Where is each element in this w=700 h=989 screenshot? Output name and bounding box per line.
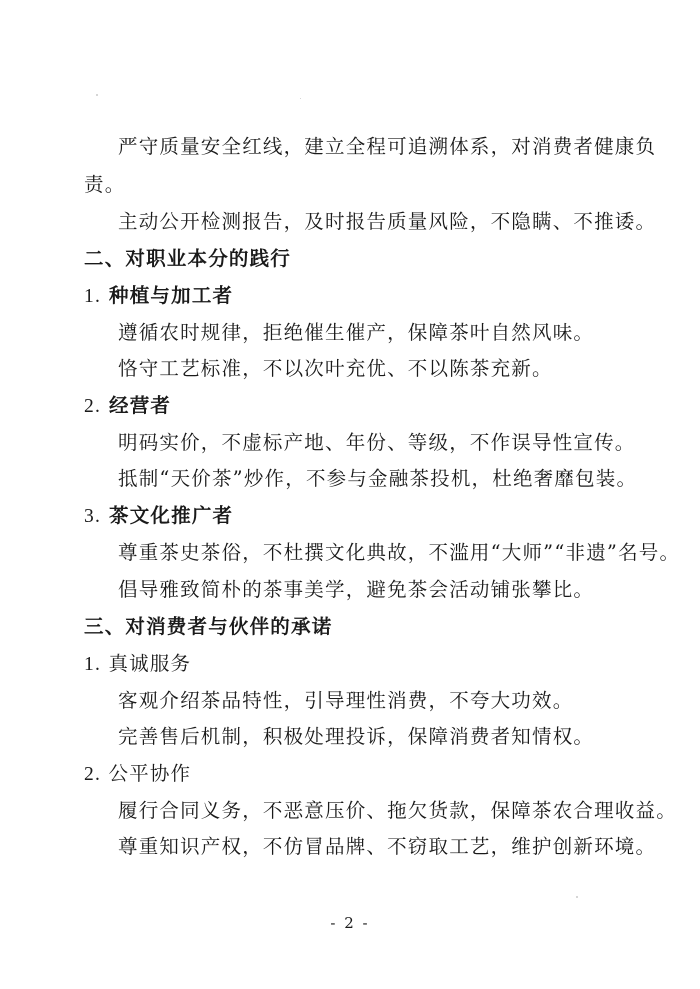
list-item: 恪守工艺标准，不以次叶充优、不以陈茶充新。 (118, 357, 553, 380)
subsection-number: 2. (84, 764, 102, 785)
subsection-title: 公平协作 (108, 762, 192, 785)
subsection-number: 1. (84, 654, 102, 675)
section-heading: 三、对消费者与伙伴的承诺 (84, 615, 333, 638)
subsection-number: 1. (84, 286, 102, 307)
subsection-title: 茶文化推广者 (109, 504, 234, 527)
list-item: 完善售后机制，积极处理投诉，保障消费者知情权。 (118, 725, 595, 748)
page-number: - 2 - (330, 914, 370, 932)
list-item: 明码实价，不虚标产地、年份、等级，不作误导性宣传。 (118, 431, 636, 454)
paragraph-line: 主动公开检测报告，及时报告质量风险，不隐瞒、不推诿。 (118, 210, 657, 233)
list-item: 客观介绍茶品特性，引导理性消费，不夸大功效。 (118, 689, 574, 712)
scan-speck (576, 896, 578, 898)
subsection-number: 2. (84, 396, 102, 417)
section-heading: 二、对职业本分的践行 (84, 247, 292, 270)
subsection-heading (84, 396, 171, 417)
list-item: 履行合同义务，不恶意压价、拖欠货款，保障茶农合理收益。 (118, 799, 677, 822)
list-item: 遵循农时规律，拒绝催生催产，保障茶叶自然风味。 (118, 321, 595, 344)
subsection-heading (84, 506, 233, 527)
list-item: 尊重茶史茶俗，不杜撰文化典故，不滥用“大师”“非遗”名号。 (118, 541, 681, 564)
subsection-title: 经营者 (109, 394, 172, 417)
list-item: 尊重知识产权，不仿冒品牌、不窃取工艺，维护创新环境。 (118, 835, 657, 858)
subsection-heading (84, 286, 233, 307)
subsection-heading (84, 654, 191, 675)
paragraph-line: 严守质量安全红线，建立全程可追溯体系，对消费者健康负 (118, 135, 657, 158)
subsection-title: 真诚服务 (108, 652, 192, 675)
list-item: 倡导雅致简朴的茶事美学，避免茶会活动铺张攀比。 (118, 578, 595, 601)
subsection-number: 3. (84, 506, 102, 527)
list-item: 抵制“天价茶”炒作，不参与金融茶投机，杜绝奢靡包装。 (118, 467, 638, 490)
paragraph-line: 责。 (84, 173, 126, 196)
scan-speck (300, 98, 301, 99)
subsection-heading (84, 764, 191, 785)
subsection-title: 种植与加工者 (109, 284, 234, 307)
scan-speck (96, 94, 98, 96)
